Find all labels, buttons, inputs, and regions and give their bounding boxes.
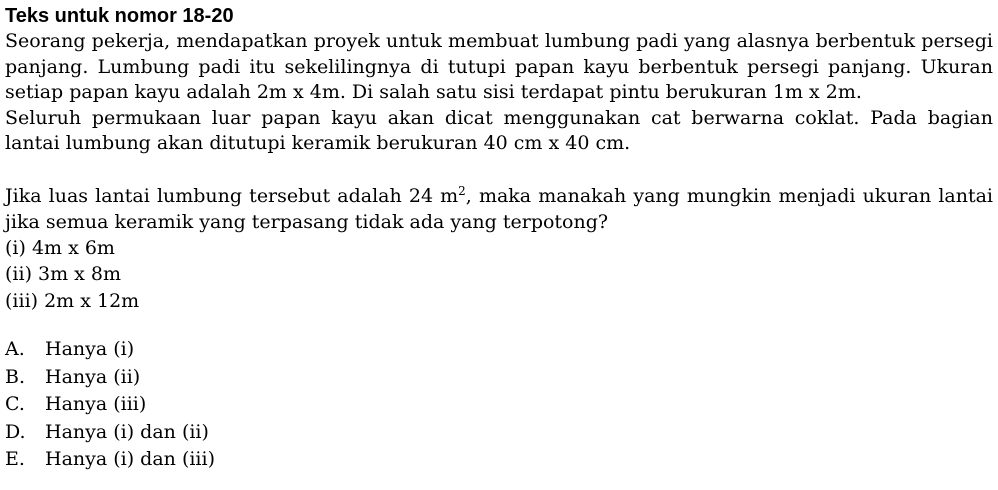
context-paragraph-1: Seorang pekerja, mendapatkan proyek untuk membuat lumbung padi yang alasnya berbentuk persegi panjang. Lumbung padi itu sekelilingnya di tutupi papan kayu berbentuk persegi panjang. Ukuran setiap papan kayu adalah 2m x 4m. Di salah satu sisi terdapat pintu berukuran 1m x 2m. [5,30,993,103]
answer-option-b[interactable] [5,364,993,392]
spacer [5,314,993,336]
option-letter: D. [5,420,26,443]
option-text: Hanya (ii) [45,365,141,388]
document-page [5,3,993,474]
option-text: Hanya (i) dan (ii) [45,420,209,443]
option-text: Hanya (i) [45,338,135,360]
answer-option-a[interactable] [5,336,993,364]
option-letter: B. [5,365,26,388]
section-heading: Teks untuk nomor 18-20 [5,5,234,27]
option-text: Hanya (i) dan (iii) [45,448,215,470]
spacer [5,157,993,183]
question-text-end: , maka manakah yang mungkin menjadi ukuran lantai jika semua keramik yang terpasang tidak ada yang terpotong? [5,184,993,233]
statement-iii: (iii) 2m x 12m [5,289,140,312]
context-paragraph-2: Seluruh permukaan luar papan kayu akan dicat menggunakan cat berwarna coklat. Pada bagian lantai lumbung akan ditutupi keramik berukuran 40 cm x 40 cm. [5,106,993,154]
option-letter: C. [5,393,25,415]
answer-option-c[interactable] [5,391,993,419]
question-text [5,183,993,235]
option-letter: E. [5,448,25,470]
option-letter: A. [5,338,25,360]
superscript-exponent: 2 [458,183,466,198]
answer-option-d[interactable] [5,419,993,447]
option-text: Hanya (iii) [45,393,147,415]
statement-ii: (ii) 3m x 8m [5,263,122,285]
question-text-start: Jika luas lantai lumbung tersebut adalah 24 m [5,184,459,207]
statement-i: (i) 4m x 6m [5,236,115,259]
answer-option-e[interactable] [5,446,993,474]
